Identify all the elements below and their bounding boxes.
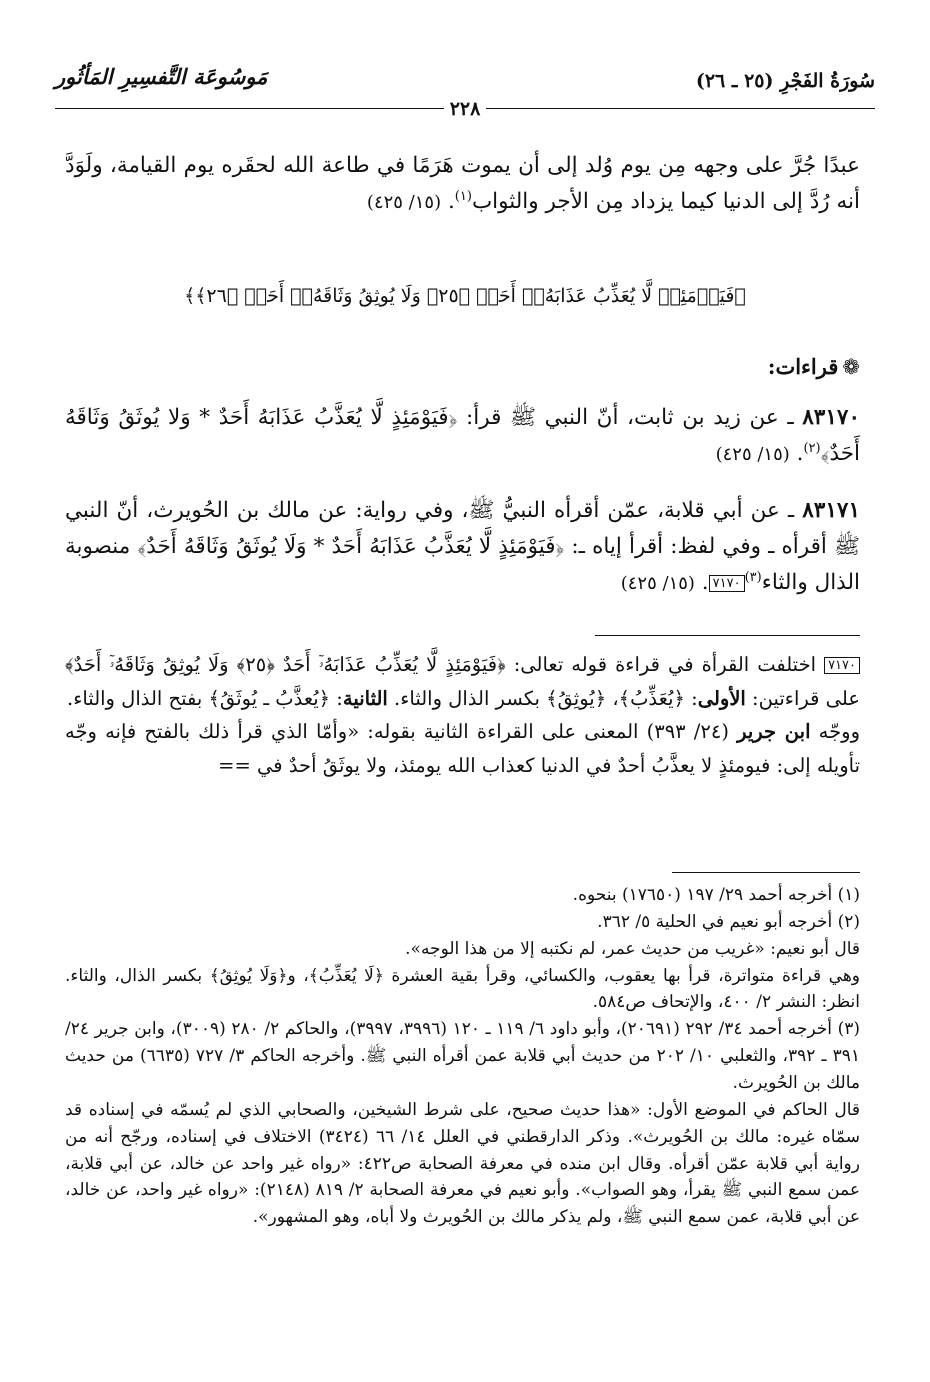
footnote-mark-2: (٢) xyxy=(803,440,821,456)
footnote: (٣) أخرجه أحمد ٣٤/ ٢٩٢ (٢٠٦٩١)، وأبو داود ٦/ ١١٩ ـ ١٢٠ (٣٩٩٦، ٣٩٩٧)، والحاكم ٢/ ٢٨٠ (٣٠٠٩)، وابن جرير ٢٤/ ٣٩١ ـ ٣٩٢، والثعلبي ١٠/ ٢٠٢ من حديث أبي قلابة عمن أقرأه النبي ﷺ. وأخرجه الحاكم ٣/ ٧٢٧ (٦٦٣٥) من حديث مالك بن الحُويرث. xyxy=(65,1019,861,1094)
footnote-mark-3: (٣) xyxy=(744,570,762,586)
footnote: وهي قراءة متواترة، قرأ بها يعقوب، والكسائي، وقرأ بقية العشرة ﴿لَا يُعَذِّبُ﴾، و﴿وَلَا يُوثِقُ﴾ بكسر الذال، والثاء. انظر: النشر ٢/ ٤٠٠، والإتحاف ص٥٨٤. xyxy=(65,965,860,1013)
hadith-entry: ٨٣١٧١ ـ عن أبي قلابة، عمّن أقرأه النبيُّ ﷺ، وفي رواية: عن مالك بن الحُويرث، أنّ النبي ﷺ أقرأه ـ وفي لفظ: أقرأ إياه ـ: ﴿فَيَوْمَئِذٍ لَّا يُعَذَّبُ عَذَابَهُ أَحَدٌ * وَلَا يُوثَقُ وَثَاقَهُ أَحَدٌ﴾ منصوبة الذال والثاء$^{(٣)}$٧١٧٠. (١٥/ ٤٢٥) xyxy=(65,498,860,596)
commentary-number-box: ٧١٧٠ xyxy=(824,657,860,674)
second-reading-label: الثانية xyxy=(342,686,388,710)
quran-verse: ﴿فَيَوۡمَئِذٖ لَّا يُعَذِّبُ عَذَابَهُۥٓ أَحَدٞ ﴿٢٥﴾ وَلَا يُوثِقُ وَثَاقَهُۥٓ أَحَدٞ ﴿٢٦﴾﴾ xyxy=(184,285,746,307)
footnotes xyxy=(65,882,860,1231)
commentary-text: : ﴿يُعذَّبُ ـ يُوثَقُ﴾ بفتح الذال والثاء. xyxy=(67,686,343,710)
intro-reference: (١٥/ ٤٢٥) xyxy=(366,192,442,214)
commentary-text: : ﴿يُعَذِّبُ﴾، ﴿يُوثِقُ﴾ بكسر الذال والثاء. xyxy=(387,686,698,710)
commentary-paragraph xyxy=(65,715,860,782)
section-heading xyxy=(768,354,860,379)
hadith-reference: (١٥/ ٤٢٥) xyxy=(620,573,695,595)
hadith-number: ٨٣١٧١ xyxy=(802,498,860,523)
book-title: مَوسُوعَة التَّفسِيرِ المَأثُور xyxy=(55,64,268,89)
intro-paragraph: عبدًا جُرَّ على وجهه مِن يوم وُلد إلى أن يموت هَرَمًا في طاعة الله لحقَره يوم القيامة، ولَوَدَّ أنه رُدَّ إلى الدنيا كيما يزداد مِن الأجر والثواب$^{(١)}$. (١٥/ ٤٢٥) xyxy=(65,153,860,215)
surah-header: سُورَةُ الفَجْرِ (٢٥ ـ ٢٦) xyxy=(695,70,875,92)
hadith-number: ٨٣١٧٠ xyxy=(802,405,860,430)
hadith-text: ـ عن أبي قلابة، عمّن أقرأه النبيُّ ﷺ، وفي رواية: عن مالك بن الحُويرث، أنّ النبي ﷺ أقرأه ـ وفي لفظ: أقرأ إياه ـ: ﴿فَيَوْمَئِذٍ لَّا يُعَذَّبُ عَذَابَهُ أَحَدٌ * وَلَا يُوثَقُ وَثَاقَهُ أَحَدٌ﴾ منصوبة الذال والثاء xyxy=(65,498,860,596)
section-title: قراءات: xyxy=(767,354,839,379)
ibn-jarir-label: ابن جرير xyxy=(737,720,811,744)
commentary-text: اختلفت القرأة في قراءة قوله تعالى: ﴿فَيَوْمَئِذٍ لَّا يُعَذِّبُ عَذَابَهُۥٓ أَحَدٌ ﴿٢٥﴾ وَلَا يُوثِقُ وَثَاقَهُۥٓ أَحَدٌ﴾ على قراءتين: xyxy=(65,653,860,710)
flower-icon: ❁ xyxy=(842,355,860,379)
footnote: قال الحاكم في الموضع الأول: «هذا حديث صحيح، على شرط الشيخين، والصحابي الذي لم يُسمّه في إسناده قد سمّاه غيره: مالك بن الحُويرث». وذكر الدارقطني في العلل ١٤/ ٦٦ (٣٤٢٤) الاختلاف في إسناده، ورجّح أنه من رواية أبي قلابة عمّن أقرأه. وقال ابن منده في معرفة الصحابة ص٤٢٢: «رواه غير واحد عن خالد، عن أبي قلابة، عمن سمع النبي ﷺ يقرأ، وهو الصواب». وأبو نعيم في معرفة الصحابة ٢/ ٨١٩ (٢١٤٨): «رواه غير واحد، عن خالد، عن أبي قلابة، عمن سمع النبي ﷺ، ولم يذكر مالك بن الحُويرث ولا أباه، وهو المشهور». xyxy=(65,1099,861,1228)
first-reading-label: الأولى xyxy=(697,686,746,710)
footnote: (١) أخرجه أحمد ٢٩/ ١٩٧ (١٧٦٥٠) بنحوه. xyxy=(572,885,860,905)
commentary-text: (٢٤/ ٣٩٣) المعنى على القراءة الثانية بقوله: «وأمّا الذي قرأ ذلك بالفتح فإنه وجّه تأويله إلى: فيومئذٍ لا يعذَّبُ أحدٌ في الدنيا كعذاب الله يومئذ، ولا يوثَقُ أحدٌ في == xyxy=(65,720,860,777)
commentary-paragraph xyxy=(65,648,860,715)
intro-text: عبدًا جُرَّ على وجهه مِن يوم وُلد إلى أن يموت هَرَمًا في طاعة الله لحقَره يوم القيامة، ولَوَدَّ أنه رُدَّ إلى الدنيا كيما يزداد مِن الأجر والثواب xyxy=(65,153,860,215)
hadith-reference: (١٥/ ٤٢٥) xyxy=(715,444,790,466)
hadith-text: ـ عن زيد بن ثابت، أنّ النبي ﷺ قرأ: ﴿فَيَوْمَئِذٍ لَّا يُعَذَّبُ عَذَابَهُ أَحَدٌ * وَلا يُوثَقُ وَثَاقَهُ أَحَدٌ﴾ xyxy=(65,405,860,467)
commentary-rule xyxy=(595,635,860,636)
commentary-ref-box: ٧١٧٠ xyxy=(709,575,745,592)
footnote: (٢) أخرجه أبو نعيم في الحلية ٥/ ٣٦٢. xyxy=(597,911,860,932)
commentary xyxy=(65,648,860,782)
footnote-mark-1: (١) xyxy=(454,188,472,204)
page-number-wrap xyxy=(0,98,930,120)
commentary-text: ووجّه xyxy=(810,720,861,744)
hadith-entry: ٨٣١٧٠ ـ عن زيد بن ثابت، أنّ النبي ﷺ قرأ: ﴿فَيَوْمَئِذٍ لَّا يُعَذَّبُ عَذَابَهُ أَحَدٌ * وَلا يُوثَقُ وَثَاقَهُ أَحَدٌ﴾$^{(٢)}$. (١٥/ ٤٢٥) xyxy=(65,405,860,467)
footnote-rule xyxy=(672,872,860,873)
page-number: ٢٢٨ xyxy=(444,98,487,120)
footnote: قال أبو نعيم: «غريب من حديث عمر، لم نكتبه إلا من هذا الوجه». xyxy=(405,938,860,959)
